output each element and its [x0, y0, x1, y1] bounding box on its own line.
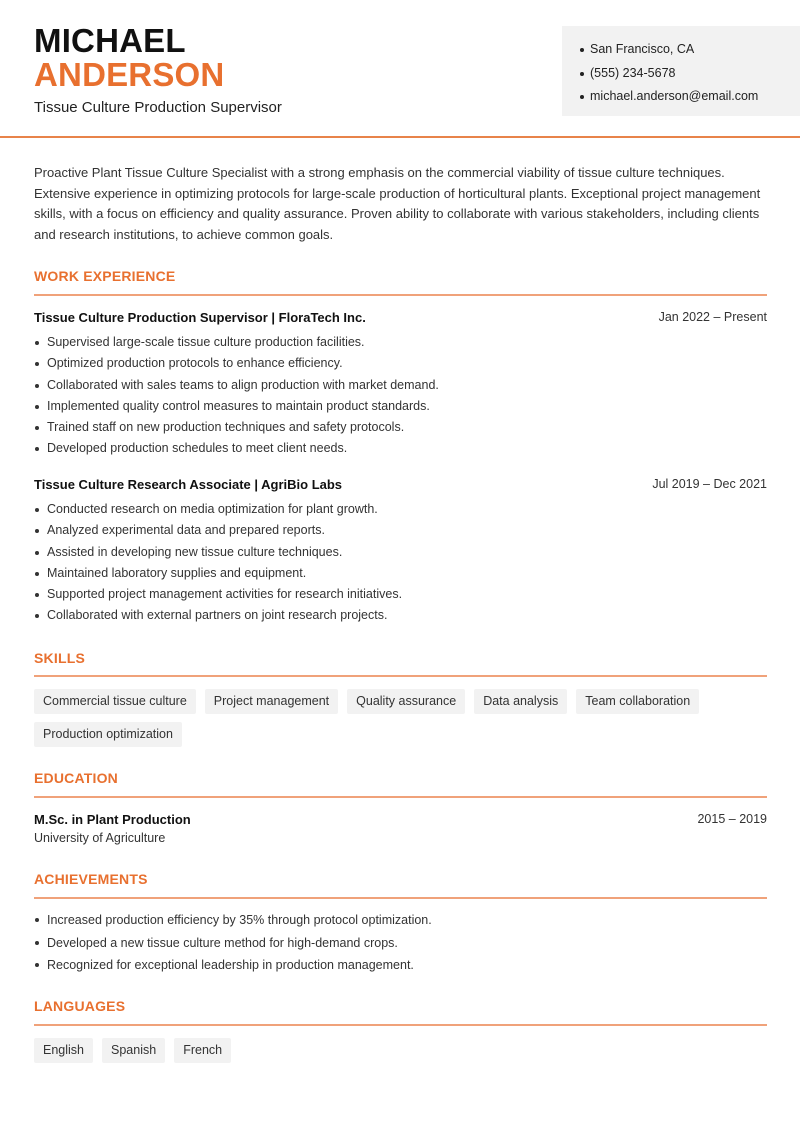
skill-tag: Production optimization [34, 722, 182, 747]
section-rule [34, 897, 767, 899]
contact-phone: (555) 234-5678 [580, 62, 800, 86]
section-title-work: WORK EXPERIENCE [34, 268, 176, 284]
section-title-skills: SKILLS [34, 650, 85, 666]
language-tag: French [174, 1038, 231, 1063]
list-item: Assisted in developing new tissue culture techniques. [34, 542, 767, 563]
job-dates: Jan 2022 – Present [658, 310, 767, 324]
section-rule [34, 1024, 767, 1026]
job-title: Tissue Culture Production Supervisor [34, 99, 282, 116]
skill-tag: Data analysis [474, 689, 567, 714]
skill-tag: Project management [205, 689, 338, 714]
contact-email: michael.anderson@email.com [580, 85, 800, 109]
languages-tags [34, 1038, 774, 1063]
contact-box [562, 26, 800, 116]
job-role: Tissue Culture Research Associate | AgriBio Labs [34, 477, 343, 492]
education-dates: 2015 – 2019 [697, 812, 767, 826]
education-degree: M.Sc. in Plant Production [34, 812, 191, 827]
job-header [34, 477, 767, 495]
resume-header [0, 0, 800, 138]
section-rule [34, 796, 767, 798]
first-name: MICHAEL [34, 22, 186, 59]
last-name: ANDERSON [34, 56, 225, 93]
list-item: Supported project management activities for research initiatives. [34, 584, 767, 605]
job-bullets [34, 499, 767, 627]
section-rule [34, 294, 767, 296]
job-dates: Jul 2019 – Dec 2021 [652, 477, 767, 491]
list-item: Supervised large-scale tissue culture production facilities. [34, 332, 767, 353]
contact-location: San Francisco, CA [580, 38, 800, 62]
list-item: Optimized production protocols to enhance efficiency. [34, 353, 767, 374]
achievements-list [34, 909, 767, 977]
list-item: Developed a new tissue culture method for high-demand crops. [34, 932, 767, 955]
language-tag: Spanish [102, 1038, 165, 1063]
skill-tag: Commercial tissue culture [34, 689, 196, 714]
language-tag: English [34, 1038, 93, 1063]
list-item: Collaborated with sales teams to align production with market demand. [34, 375, 767, 396]
job-bullets [34, 332, 767, 460]
section-title-achievements: ACHIEVEMENTS [34, 871, 148, 887]
summary: Proactive Plant Tissue Culture Specialist with a strong emphasis on the commercial viability of tissue culture techniques. Extensive experience in optimizing protocols for large-scale production of horticultural plants. Exceptional project management skills, with a focus on efficiency and quality assurance. Proven ability to collaborate with various stakeholders, including clients and research institutions, to achieve common goals. [34, 165, 761, 243]
list-item: Implemented quality control measures to maintain product standards. [34, 396, 767, 417]
list-item: Conducted research on media optimization for plant growth. [34, 499, 767, 520]
list-item: Collaborated with external partners on joint research projects. [34, 605, 767, 626]
section-rule [34, 675, 767, 677]
list-item: Recognized for exceptional leadership in production management. [34, 954, 767, 977]
section-title-languages: LANGUAGES [34, 998, 126, 1014]
list-item: Maintained laboratory supplies and equipment. [34, 563, 767, 584]
job-role: Tissue Culture Production Supervisor | FloraTech Inc. [34, 310, 366, 325]
list-item: Developed production schedules to meet client needs. [34, 438, 767, 459]
job-header [34, 310, 767, 328]
section-title-education: EDUCATION [34, 770, 118, 786]
skill-tag: Quality assurance [347, 689, 465, 714]
list-item: Trained staff on new production techniques and safety protocols. [34, 417, 767, 438]
education-school: University of Agriculture [34, 831, 166, 845]
skill-tag: Team collaboration [576, 689, 699, 714]
skills-tags [34, 689, 774, 747]
list-item: Increased production efficiency by 35% through protocol optimization. [34, 909, 767, 932]
list-item: Analyzed experimental data and prepared reports. [34, 520, 767, 541]
